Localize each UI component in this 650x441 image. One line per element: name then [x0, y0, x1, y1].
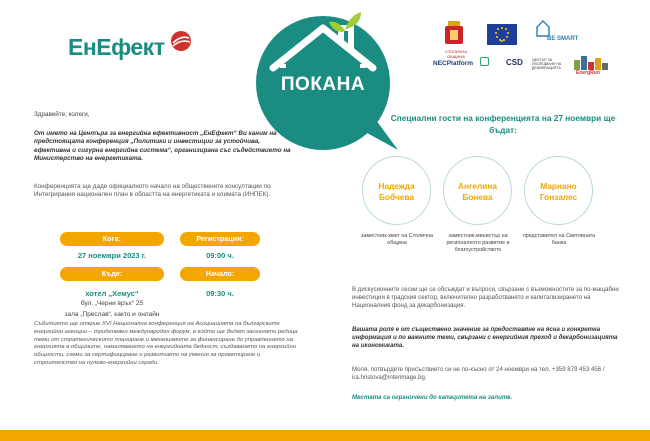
csd-full-name: ЦЕНТЪР ЗА ИЗСЛЕДВАНЕ НА ДЕМОКРАЦИЯТА: [532, 58, 562, 70]
address-line-2: зала „Преслав“, както и онлайн: [64, 311, 160, 318]
besmart-logo-text: BE SMART: [547, 36, 579, 42]
guest-2-first-name: Ангелина: [457, 181, 498, 191]
invitation-title: ПОКАНА: [280, 74, 366, 95]
guest-3-role: представител на Световната банка: [522, 233, 596, 247]
energrun-buildings-icon: [574, 54, 610, 70]
guest-2-last-name: Бонева: [462, 192, 493, 202]
brand-logo-text: ЕнЕфект: [68, 34, 165, 60]
guest-1-last-name: Бобчева: [379, 192, 414, 202]
rsvp-paragraph: Моля, потвърдете присъствието си не по-късно от 24 ноември на тел. +359 879 453 456 / ira.hristova@interimage.bg.: [352, 366, 605, 381]
capacity-note: Местата са ограничени до капацитета на залите.: [352, 394, 513, 401]
greeting: Здравейте, колеги,: [34, 111, 90, 118]
brand-mark-icon: [170, 30, 192, 52]
guest-3-first-name: Марнано: [540, 181, 577, 191]
when-label: Кога:: [60, 232, 164, 246]
municipality-crest-icon: [443, 20, 465, 48]
start-value: 09:30 ч.: [206, 289, 234, 298]
consultation-paragraph: Конференцията ще даде официалното начало на обществените консултации по Интегрирания национален план в областта на енергетиката и климата (ИНПЕК).: [34, 183, 271, 199]
intro-paragraph: От името на Центъра за енергийна ефективност „ЕнЕфект“ Ви каним на предстоящата конференция „Политики и инвестиции за устойчива, ефективна и сигурна енергийна система“, организирана със съдействието на Министерство на енергетиката.: [34, 130, 291, 163]
besmart-house-icon: [536, 19, 550, 37]
eu-flag-icon: [487, 24, 517, 45]
forum-paragraph: Събитието ще открие XVI Национална конференция на Асоциацията на българските енергийни агенции – триденевен международен форум, в който ще бъдат засегнати редица теми от стратегическото планиране и механизмите за финансиране до управлението на енергията в общините, намаляването на енергийната бедност, създаването на енергийни общности, схеми за сертифициране и развитието на умения за проектиране и строителство на нулево-енергийни сгради.: [34, 321, 298, 366]
guest-2-role: заместник-министър на регионалното развитие и благоустройството: [446, 233, 510, 254]
registration-value: 09:00 ч.: [206, 251, 234, 260]
where-value: хотел „Хемус“: [85, 289, 139, 298]
csd-logo-text: CSD: [506, 58, 523, 67]
start-label: Начало:: [180, 267, 260, 281]
necplatform-icon: [480, 57, 489, 66]
guest-1-role: заместник-кмет на Столична община: [361, 233, 433, 247]
discussion-paragraph: В дискусионните сесии ще се обсъждат и въпроси, свързани с възможностите за по-мащабни инвестиции в градския сектор, включително разработването и капитализирането на Националния фонд за декарбонизация.: [352, 286, 619, 309]
footer-bar: [0, 430, 650, 441]
address-line-1: бул. „Черни връх“ 25: [80, 300, 144, 307]
guest-3-last-name: Гонзалес: [539, 192, 578, 202]
role-paragraph: Вашата роля е от съществено значение за предоставяне на ясна и конкретна информация и по важните теми, свързани с енергийния преход и декарбонизацията на икономиката.: [352, 326, 618, 349]
guests-title: Специални гости на конференцията на 27 ноември ще бъдат:: [390, 113, 616, 135]
energrun-logo-text: EnergRun: [576, 70, 600, 76]
municipality-label: СТОЛИЧНА ОБЩИНА: [445, 49, 467, 59]
guest-1-first-name: Надежда: [378, 181, 415, 191]
registration-label: Регистрация:: [180, 232, 260, 246]
where-label: Къде:: [60, 267, 164, 281]
when-value: 27 ноември 2023 г.: [77, 251, 147, 260]
necplatform-logo-text: NECPlatform: [433, 60, 474, 67]
